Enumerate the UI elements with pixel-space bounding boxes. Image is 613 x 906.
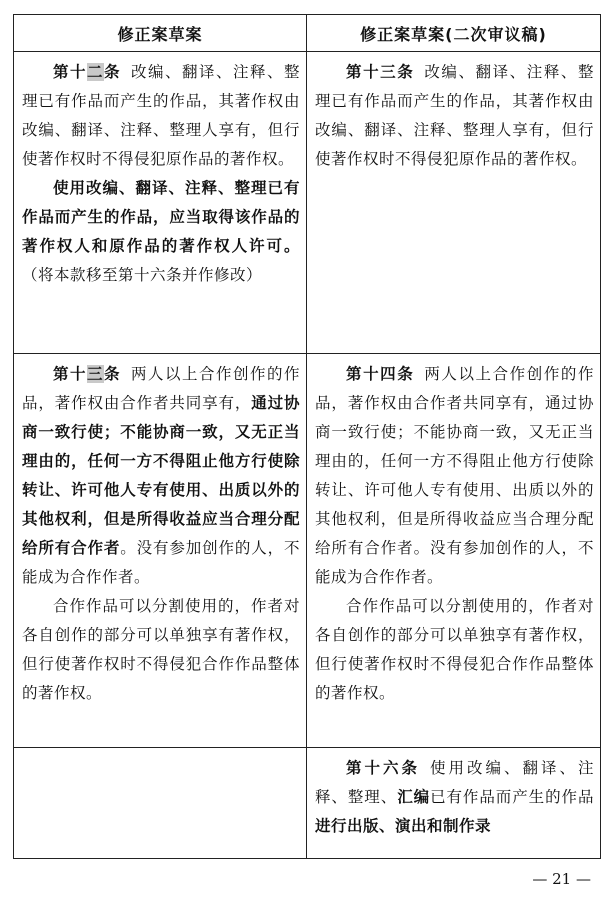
- paragraph: [22, 58, 300, 174]
- paragraph: [315, 58, 594, 174]
- article-title: 第十二条: [53, 63, 121, 81]
- paragraph: 合作作品可以分割使用的，作者对各自创作的部分可以单独享有著作权，但行使著作权时不得侵犯合作作品整体的著作权。: [22, 597, 300, 702]
- paragraph: [22, 174, 300, 290]
- table-row: [14, 748, 601, 859]
- article-title: 第十六条: [346, 759, 420, 777]
- highlighted-number: 三: [87, 365, 104, 383]
- paragraph: [315, 754, 594, 841]
- paragraph-text: 已有作品而产生的作品: [430, 788, 594, 806]
- cell-draft-article-12: [14, 52, 307, 354]
- cell-revised-article-14: [307, 354, 601, 748]
- article-title: 第十四条: [346, 365, 415, 383]
- bold-text: 使用改编、翻译、注释、整理已有作品而产生的作品，应当取得该作品的著作权人和原作品的著作权人许可。: [22, 179, 300, 255]
- article-title: 第十三条: [53, 365, 121, 383]
- bold-text: 进行出版、演出和制作录: [315, 817, 492, 835]
- editor-note: （将本款移至第十六条并作修改）: [22, 266, 263, 284]
- paragraph-text: 两人以上合作创作的作品，著作权由合作者共同享有，: [22, 365, 300, 412]
- table-row: [14, 52, 601, 354]
- bold-text: 汇编: [397, 788, 431, 806]
- page-number: — 21 —: [532, 870, 591, 888]
- bold-text: 通过协商一致行使；不能协商一致，又无正当理由的，任何一方不得阻止他方行使除转让、许可他人专有使用、出质以外的其他权利，但是所得收益应当合理分配给所有合作者: [22, 394, 300, 557]
- header-second-review: 修正案草案(二次审议稿): [307, 15, 601, 52]
- cell-revised-article-13: [307, 52, 601, 354]
- cell-revised-article-16: [307, 748, 601, 859]
- comparison-table: [13, 14, 601, 859]
- article-title: 第十三条: [346, 63, 415, 81]
- table-header-row: [14, 15, 601, 52]
- paragraph-text: 。没有参加创作的人，不能成为合作作者。: [22, 539, 300, 586]
- cell-draft-article-13: [14, 354, 307, 748]
- header-draft: 修正案草案: [14, 15, 307, 52]
- cell-draft-empty: [14, 748, 307, 859]
- paragraph-text: 改编、翻译、注释、整理已有作品而产生的作品，其著作权由改编、翻译、注释、整理人享有，但行使著作权时不得侵犯原作品的著作权。: [315, 63, 594, 168]
- paragraph: 合作作品可以分割使用的，作者对各自创作的部分可以单独享有著作权，但行使著作权时不得侵犯合作作品整体的著作权。: [315, 597, 594, 702]
- paragraph-text: 使用改编、翻译、注释、整理、: [315, 759, 594, 806]
- paragraph-text: 改编、翻译、注释、整理已有作品而产生的作品，其著作权由改编、翻译、注释、整理人享有，但行使著作权时不得侵犯原作品的著作权。: [22, 63, 300, 168]
- highlighted-number: 二: [87, 63, 104, 81]
- paragraph-text: 两人以上合作创作的作品，著作权由合作者共同享有，通过协商一致行使；不能协商一致，又无正当理由的，任何一方不得阻止他方行使除转让、许可他人专有使用、出质以外的其他权利，但是所得收益应当合理分配给所有合作者。没有参加创作的人，不能成为合作作者。: [315, 365, 594, 586]
- paragraph: [22, 360, 300, 592]
- table-row: [14, 354, 601, 748]
- paragraph: [315, 360, 594, 592]
